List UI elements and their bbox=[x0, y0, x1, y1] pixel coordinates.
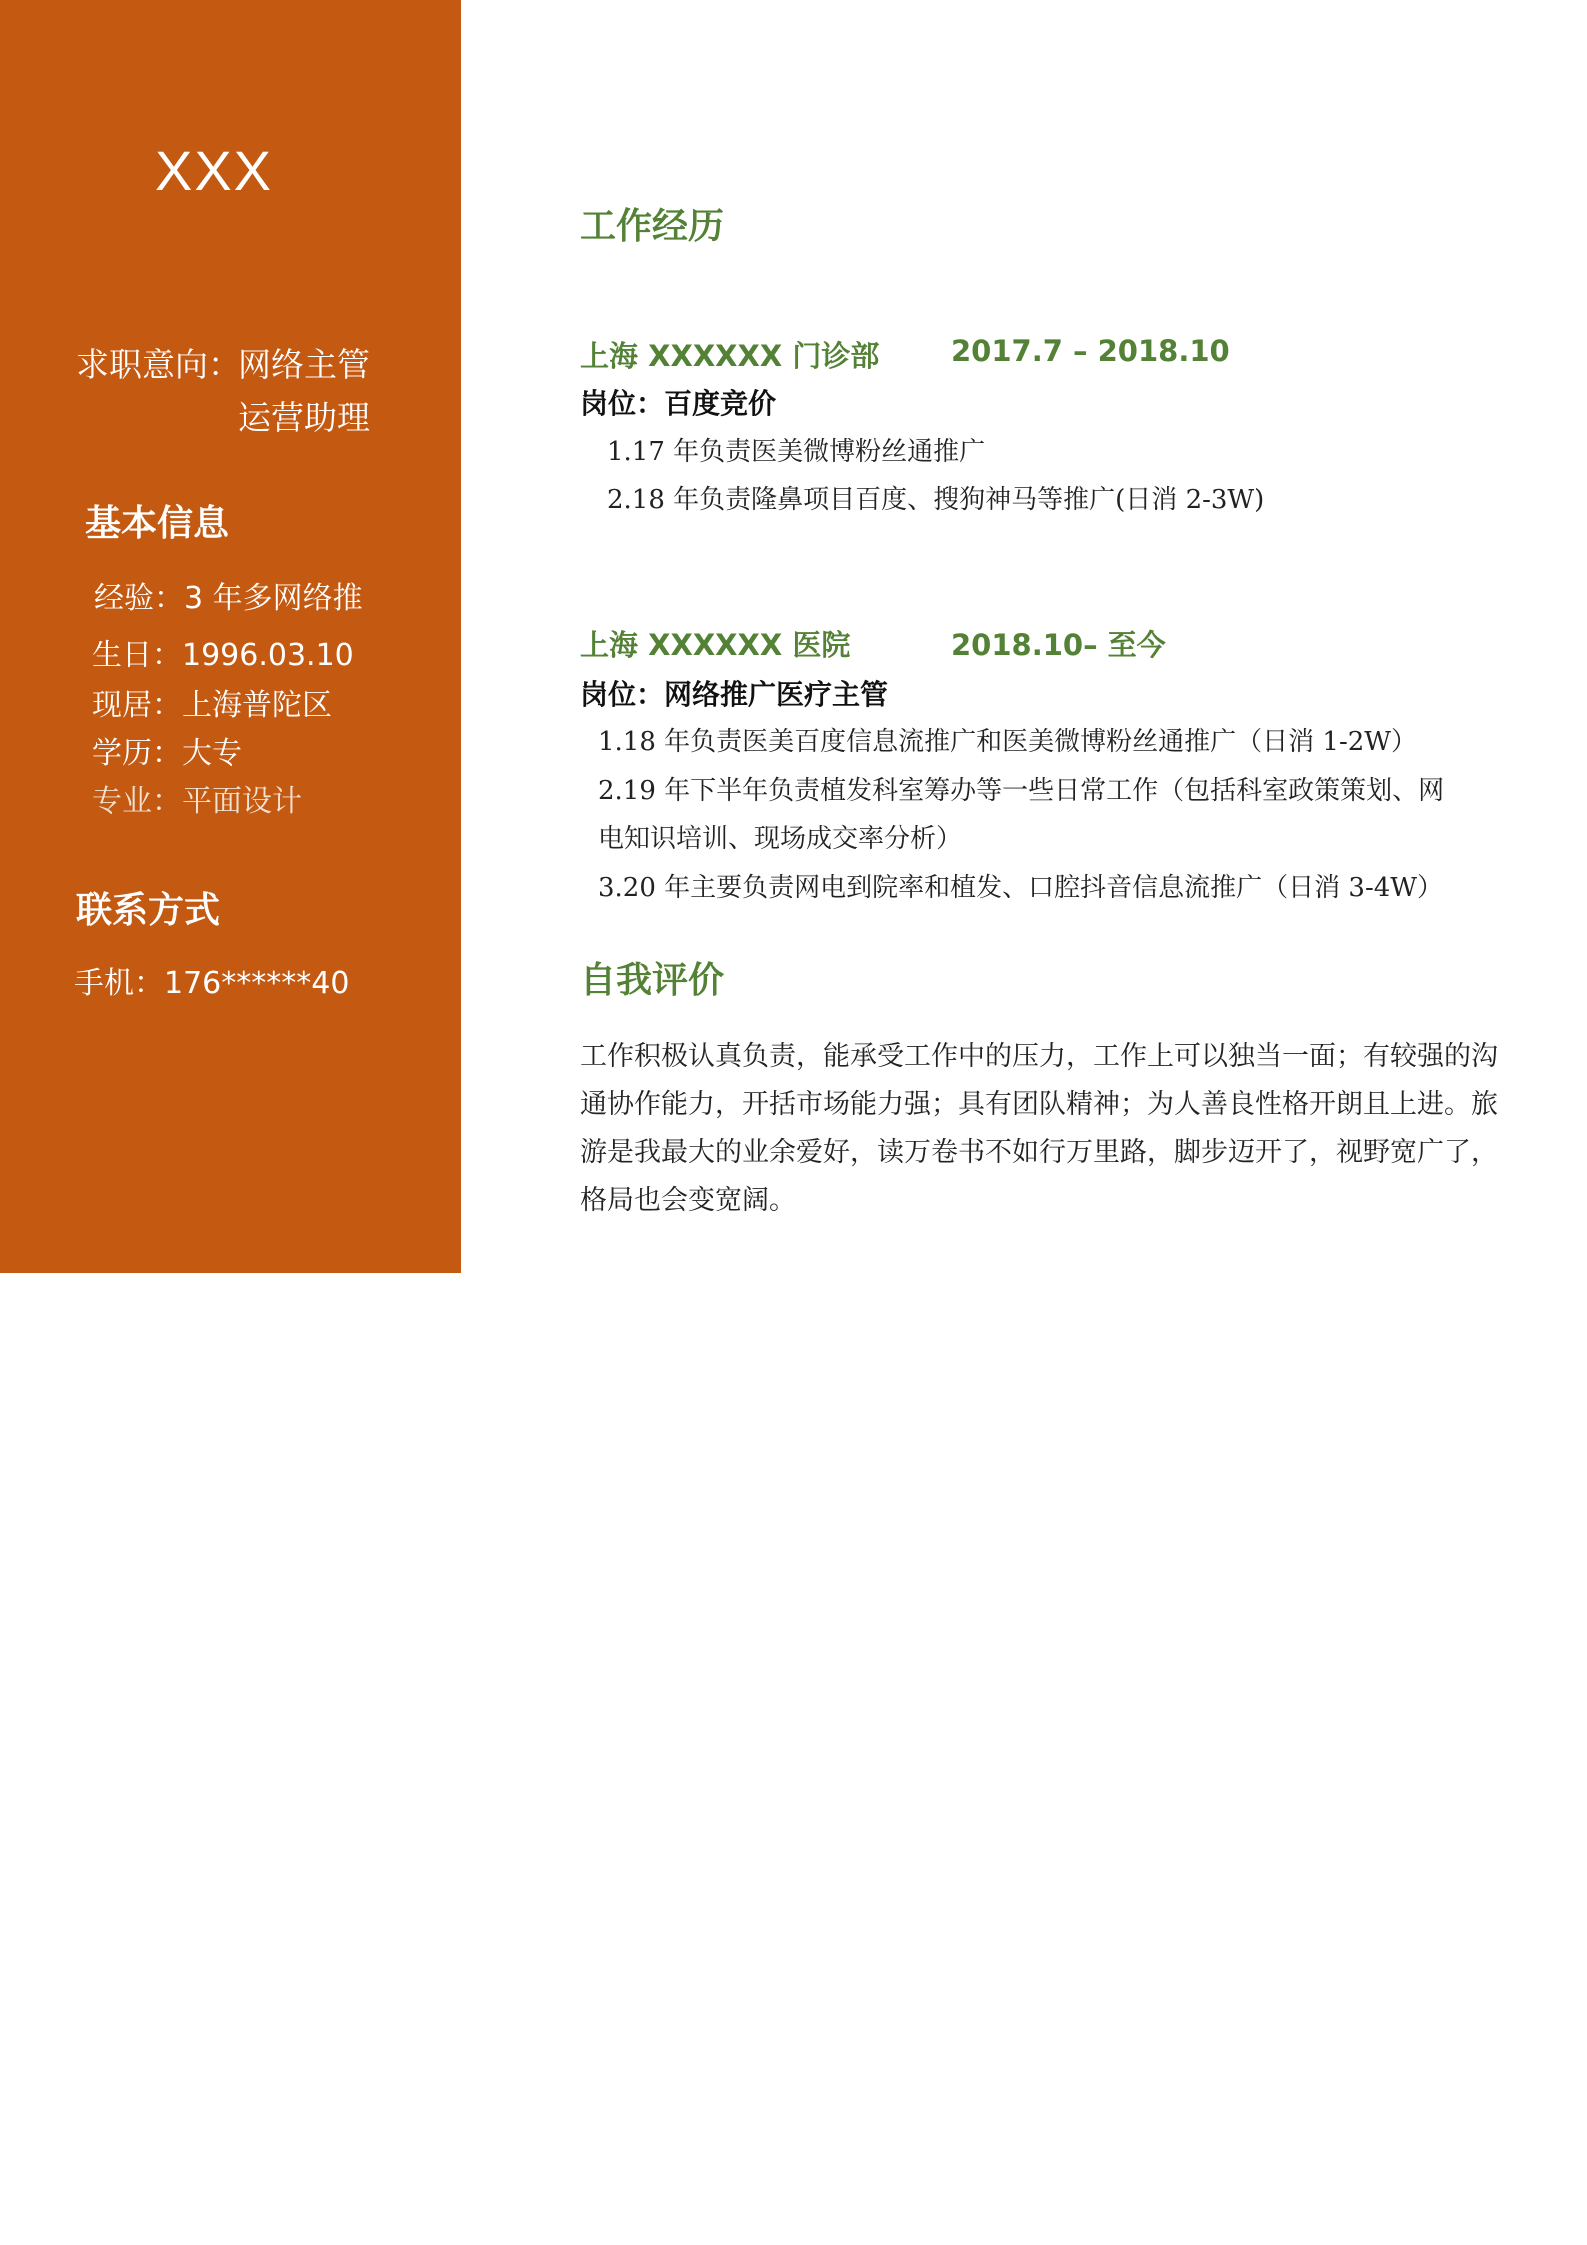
job-1-duty-2: 2.18 年负责隆鼻项目百度、搜狗神马等推广(日消 2-3W) bbox=[607, 485, 1265, 515]
job-intent-primary: 网络主管 bbox=[238, 345, 370, 384]
contact-heading: 联系方式 bbox=[76, 890, 221, 931]
job-1-duty-1: 1.17 年负责医美微博粉丝通推广 bbox=[607, 437, 986, 467]
basic-info-residence: 现居：上海普陀区 bbox=[92, 688, 332, 723]
job-1-position: 岗位：百度竞价 bbox=[580, 387, 777, 420]
work-experience-heading: 工作经历 bbox=[580, 206, 725, 247]
job-intent-secondary: 运营助理 bbox=[238, 398, 370, 437]
job-2-position: 岗位：网络推广医疗主管 bbox=[580, 678, 889, 711]
job-intent-label: 求职意向： bbox=[76, 345, 241, 384]
job-2-duty-1: 1.18 年负责医美百度信息流推广和医美微博粉丝通推广（日消 1-2W） bbox=[598, 727, 1418, 757]
job-2-company: 上海 XXXXXX 医院 bbox=[580, 628, 851, 662]
self-evaluation-heading: 自我评价 bbox=[580, 960, 725, 1001]
self-evaluation-text: 工作积极认真负责，能承受工作中的压力，工作上可以独当一面；有较强的沟通协作能力，开括市场能力强；具有团队精神；为人善良性格开朗且上进。旅游是我最大的业余爱好，读万卷书不如行万里路，脚步迈开了，视野宽广了，格局也会变宽阔。 bbox=[580, 1041, 1498, 1216]
basic-info-education: 学历：大专 bbox=[92, 736, 242, 771]
job-2-period: 2018.10– 至今 bbox=[951, 628, 1166, 662]
sidebar bbox=[0, 0, 461, 1273]
job-1-period: 2017.7 – 2018.10 bbox=[951, 334, 1230, 368]
candidate-name: XXX bbox=[154, 139, 274, 202]
basic-info-birthday: 生日：1996.03.10 bbox=[92, 638, 354, 673]
basic-info-heading: 基本信息 bbox=[85, 503, 230, 544]
basic-info-major: 专业：平面设计 bbox=[92, 784, 302, 819]
basic-info-experience: 经验：3 年多网络推 bbox=[94, 581, 363, 616]
job-2-duty-2: 2.19 年下半年负责植发科室筹办等一些日常工作（包括科室政策策划、网 bbox=[598, 776, 1445, 806]
job-2-duty-3: 3.20 年主要负责网电到院率和植发、口腔抖音信息流推广（日消 3-4W） bbox=[598, 873, 1444, 903]
contact-phone: 手机：176******40 bbox=[74, 966, 350, 1001]
job-2-duty-2-cont: 电知识培训、现场成交率分析） bbox=[598, 824, 963, 854]
job-1-company: 上海 XXXXXX 门诊部 bbox=[580, 339, 880, 373]
